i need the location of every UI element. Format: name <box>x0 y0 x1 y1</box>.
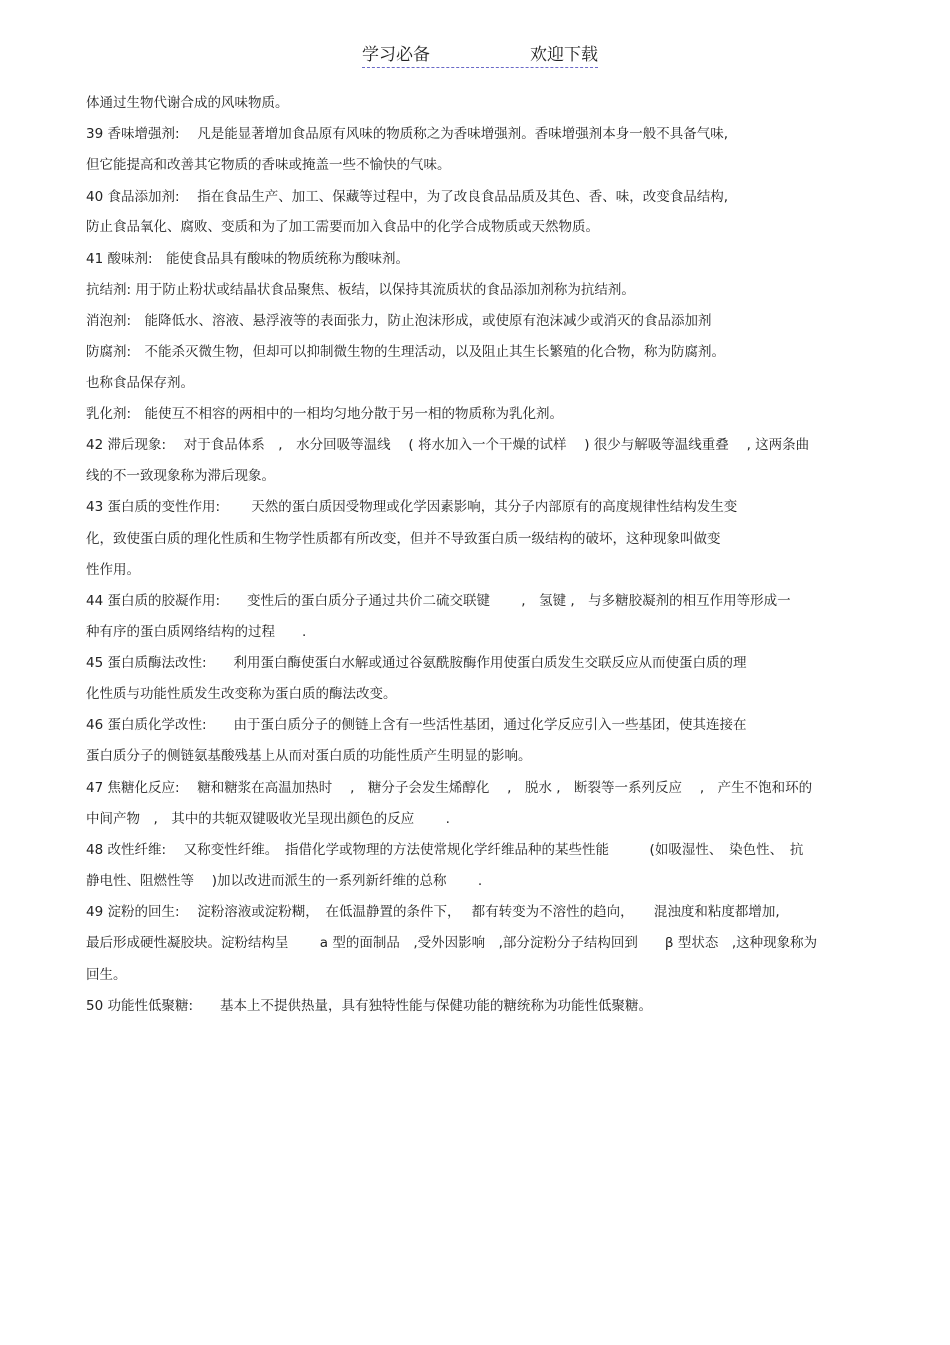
text-line: 防腐剂: 不能杀灭微生物，但却可以抑制微生物的生理活动，以及阻止其生长繁殖的化合物，称为防腐剂。 <box>86 344 726 360</box>
text-line: 39 香味增强剂: 凡是能显著增加食品原有风味的物质称之为香味增强剂。香味增强剂本身一般不具备气味, <box>86 126 729 142</box>
text-line: 42 滞后现象: 对于食品体系 , 水分回吸等温线 ( 将水加入一个干燥的试样 ) 很少与解吸等温线重叠 , 这两条曲 <box>86 437 810 453</box>
header-right: 欢迎下载 <box>530 45 598 65</box>
text-line: 蛋白质分子的侧链氨基酸残基上从而对蛋白质的功能性质产生明显的影响。 <box>86 748 532 764</box>
text-line: 中间产物 , 其中的共轭双键吸收光呈现出颜色的反应 . <box>86 811 450 827</box>
text-line: 乳化剂: 能使互不相容的两相中的一相均匀地分散于另一相的物质称为乳化剂。 <box>86 406 564 422</box>
text-line: 防止食品氧化、腐败、变质和为了加工需要而加入食品中的化学合成物质或天然物质。 <box>86 219 599 235</box>
text-line: 也称食品保存剂。 <box>86 375 194 391</box>
text-line: 43 蛋白质的变性作用: 天然的蛋白质因受物理或化学因素影响，其分子内部原有的高度规律性结构发生变 <box>86 499 738 515</box>
text-line: 41 酸味剂: 能使食品具有酸味的物质统称为酸味剂。 <box>86 251 410 267</box>
text-line: 种有序的蛋白质网络结构的过程 . <box>86 624 307 640</box>
text-line: 抗结剂: 用于防止粉状或结晶状食品聚焦、板结，以保持其流质状的食品添加剂称为抗结剂。 <box>86 282 635 298</box>
text-line: 化，致使蛋白质的理化性质和生物学性质都有所改变，但并不导致蛋白质一级结构的破坏，这种现象叫做变 <box>86 531 721 547</box>
text-line: 最后形成硬性凝胶块。淀粉结构呈 a 型的面制品 ,受外因影响 ,部分淀粉分子结构回到 β 型状态 ,这种现象称为 <box>86 935 818 951</box>
text-line: 但它能提高和改善其它物质的香味或掩盖一些不愉快的气味。 <box>86 157 451 173</box>
header-left: 学习必备 <box>362 45 430 65</box>
text-line: 线的不一致现象称为滞后现象。 <box>86 468 275 484</box>
text-line: 化性质与功能性质发生改变称为蛋白质的酶法改变。 <box>86 686 397 702</box>
text-line: 44 蛋白质的胶凝作用: 变性后的蛋白质分子通过共价二硫交联键 , 氢键 , 与多糖胶凝剂的相互作用等形成一 <box>86 593 791 609</box>
text-line: 46 蛋白质化学改性: 由于蛋白质分子的侧链上含有一些活性基团，通过化学反应引入一些基团，使其连接在 <box>86 717 747 733</box>
text-line: 性作用。 <box>86 562 140 578</box>
text-line: 49 淀粉的回生: 淀粉溶液或淀粉糊， 在低温静置的条件下， 都有转变为不溶性的趋向， 混浊度和粘度都增加, <box>86 904 780 920</box>
text-line: 50 功能性低聚糖: 基本上不提供热量，具有独特性能与保健功能的糖统称为功能性低聚糖。 <box>86 998 653 1014</box>
text-line: 40 食品添加剂: 指在食品生产、加工、保藏等过程中，为了改良食品品质及其色、香、味，改变食品结构, <box>86 189 729 205</box>
text-line: 消泡剂: 能降低水、溶液、悬浮液等的表面张力，防止泡沫形成，或使原有泡沫减少或消灭的食品添加剂 <box>86 313 712 329</box>
text-line: 45 蛋白质酶法改性: 利用蛋白酶使蛋白水解或通过谷氨酰胺酶作用使蛋白质发生交联反应从而使蛋白质的理 <box>86 655 747 671</box>
text-line: 回生。 <box>86 967 127 983</box>
text-line: 体通过生物代谢合成的风味物质。 <box>86 95 289 111</box>
text-line: 47 焦糖化反应: 糖和糖浆在高温加热时 , 糖分子会发生烯醇化 , 脱水 , 断裂等一系列反应 , 产生不饱和环的 <box>86 780 813 796</box>
text-line: 静电性、阻燃性等 )加以改进而派生的一系列新纤维的总称 . <box>86 873 483 889</box>
page-header <box>362 40 598 68</box>
text-line: 48 改性纤维: 又称变性纤维。 指借化学或物理的方法使常规化学纤维品种的某些性能 (如吸湿性、 染色性、 抗 <box>86 842 804 858</box>
